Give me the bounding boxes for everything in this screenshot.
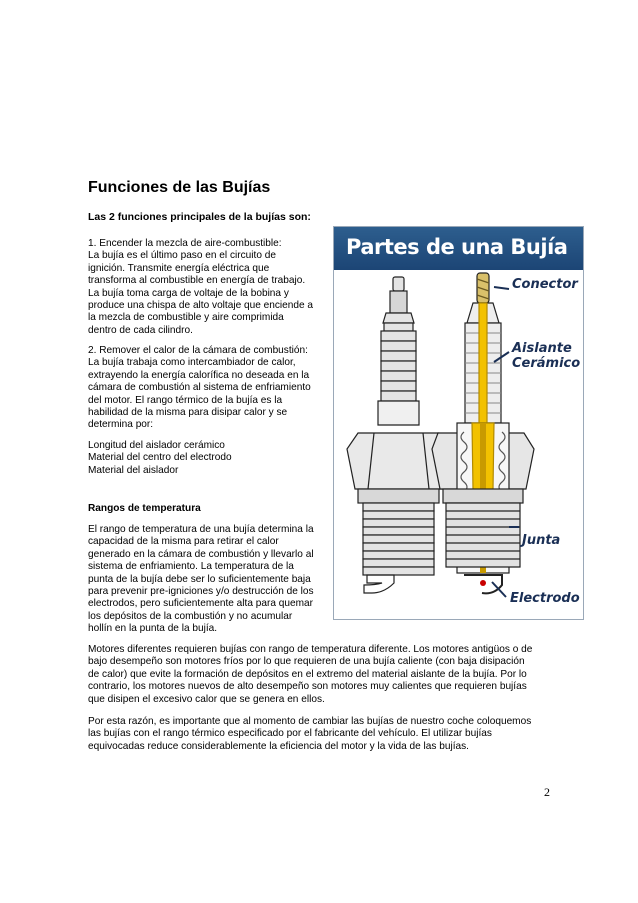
- text-line: electrodos, pero suficientemente alta para quemar: [88, 598, 313, 610]
- text-line: de calor) que evite la formación de depósitos en el extremo del material aislante de la bujía. Por lo: [88, 668, 527, 680]
- page-title: Funciones de las Bujías: [88, 179, 271, 196]
- text-line: Por esta razón, es importante que al momento de cambiar las bujías de nuestro coche coloquemos: [88, 716, 532, 727]
- text-line: sistema de enfriamiento. La temperatura de la: [88, 561, 294, 573]
- text-line: determina por:: [88, 419, 154, 431]
- function-1-paragraph: [88, 238, 328, 337]
- text-line: Motores diferentes requieren bujías con rango de temperatura diferente. Los motores antigüos o de: [88, 644, 533, 655]
- text-line: dentro de cada cilindro.: [88, 324, 193, 336]
- figure-title: Partes de una Bujía: [346, 235, 568, 259]
- text-line: del motor. El rango térmico de la bujía es la: [88, 394, 283, 406]
- text-line: El rango de temperatura de una bujía determina la: [88, 524, 314, 535]
- text-line: transforma al combustible en energía de trabajo.: [88, 275, 306, 287]
- spark-plug-figure: [333, 226, 584, 620]
- factors-list: [88, 440, 328, 477]
- list-item: Material del centro del electrodo: [88, 452, 232, 464]
- text-line: ignición. Transmite energía eléctrica que: [88, 262, 270, 274]
- text-line: para prevenir pre-igniciones y/o destrucción de los: [88, 586, 314, 598]
- engines-paragraph: [88, 644, 558, 706]
- text-line: los depósitos de la combustión y no acumular: [88, 610, 293, 622]
- list-item: Longitud del aislador cerámico: [88, 440, 225, 451]
- spark-plug-cutaway: [432, 273, 534, 593]
- temperature-paragraph: [88, 524, 328, 636]
- temperature-heading: Rangos de temperatura: [88, 503, 201, 514]
- text-line: bajo desempeño son motores fríos por lo que requieren de una bujía caliente (con baja disipación: [88, 656, 525, 668]
- text-line: La bujía trabaja como intercambiador de calor,: [88, 357, 296, 369]
- label-junta: Junta: [522, 533, 561, 548]
- text-line: que disipen el excesivo calor que se genera en ellos.: [88, 693, 325, 705]
- text-line: la mezcla de combustible y aire comprimida: [88, 312, 284, 324]
- text-line: extrayendo la energía calorífica no deseada en la: [88, 369, 310, 381]
- label-ceramico: Cerámico: [512, 356, 581, 371]
- section-subtitle: Las 2 funciones principales de la bujías son:: [88, 211, 311, 223]
- text-line: capacidad de la misma para retirar el calor: [88, 536, 279, 548]
- text-line: contrario, los motores nuevos de alto desempeño son motores muy calientes que requieren bujías: [88, 681, 527, 693]
- label-aislante: Aislante: [512, 341, 572, 356]
- function-2-paragraph: [88, 345, 328, 432]
- text-line: cámara de combustión al sistema de enfriamiento: [88, 382, 311, 394]
- label-conector: Conector: [512, 277, 578, 292]
- text-line: La bujía es el último paso en el circuito de: [88, 250, 276, 262]
- reason-paragraph: [88, 716, 558, 753]
- text-line: La bujía toma carga de voltaje de la bobina y: [88, 287, 289, 299]
- text-line: generado en la cámara de combustión y llevarlo al: [88, 548, 314, 560]
- text-line: equivocadas reduce considerablemente la eficiencia del motor y la vida de las bujías.: [88, 740, 469, 752]
- text-line: produce una chispa de alto voltaje que enciende a: [88, 300, 314, 312]
- label-electrodo: Electrodo: [510, 591, 580, 606]
- text-line: 2. Remover el calor de la cámara de combustión:: [88, 345, 308, 356]
- text-line: hollín en la punta de la bujía.: [88, 623, 218, 635]
- text-line: 1. Encender la mezcla de aire-combustible:: [88, 238, 282, 249]
- spark-plug-exterior: [347, 277, 450, 593]
- text-line: habilidad de la misma para disipar calor y se: [88, 407, 288, 419]
- list-item: Material del aislador: [88, 464, 179, 476]
- page-number: 2: [544, 785, 550, 799]
- text-line: las bujías con el rango térmico especificado por el fabricante del vehículo. El utilizar bujías: [88, 728, 492, 740]
- text-line: punta de la bujía debe ser lo suficientemente baja: [88, 573, 311, 585]
